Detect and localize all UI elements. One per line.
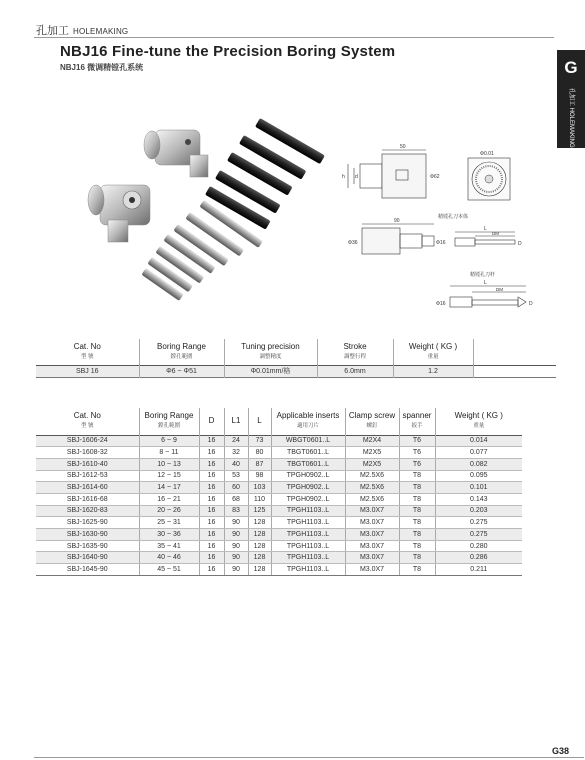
table-row: [36, 564, 522, 576]
table-header-row: [36, 339, 556, 365]
section-header: [36, 22, 128, 38]
cell-inserts: TBGT0601..L: [271, 447, 345, 459]
table-row: [36, 458, 522, 470]
table-row: [36, 540, 522, 552]
header-inserts: Applicable inserts 適用刀片: [271, 408, 345, 435]
cell-clamp-screw: M2.5X6: [345, 493, 399, 505]
header-weight: Weight ( KG ) 重量: [454, 411, 503, 430]
table-row: [36, 552, 522, 564]
bar-label: 精镗孔刀杆: [470, 272, 496, 278]
cell-clamp-screw: M3.0X7: [345, 552, 399, 564]
cell-l1: 90: [224, 529, 248, 541]
cell-spanner: T6: [399, 435, 435, 447]
cell-inserts: WBGT0601..L: [271, 435, 345, 447]
dim-D-label: D: [518, 241, 522, 247]
cell-l1: 60: [224, 482, 248, 494]
cell-l: 128: [248, 552, 271, 564]
cell-cat-no: SBJ-1625-90: [36, 517, 139, 529]
dim-h-label: h: [342, 174, 345, 180]
cell-l1: 68: [224, 493, 248, 505]
body-label: 精镗孔刀本体: [438, 214, 469, 220]
cell-spanner: T8: [399, 517, 435, 529]
boring-bars-large: [205, 118, 325, 230]
chapter-letter: G: [564, 58, 578, 77]
cell-stroke: 6.0mm: [317, 365, 393, 377]
page-subtitle: NBJ16 微调精镗孔系统: [60, 63, 144, 72]
dim-d16-label: Φ16: [436, 240, 446, 246]
cell-inserts: TPGH1103..L: [271, 517, 345, 529]
header-boring-range: Boring Range 鏜孔範圍: [139, 339, 224, 365]
table-row: [36, 493, 522, 505]
header-clamp-screw: Clamp screw 螺釘: [345, 408, 399, 435]
table-row: [36, 470, 522, 482]
cell-inserts: TPGH1103..L: [271, 552, 345, 564]
cell-weight: 0.077: [435, 447, 522, 459]
header-tuning-precision: Tuning precision 調整精度: [224, 339, 317, 365]
boring-head-top: [144, 130, 208, 177]
cell-l: 128: [248, 517, 271, 529]
cell-weight: 1.2: [393, 365, 473, 377]
header-weight: Weight ( KG ) 重量: [393, 339, 473, 365]
cell-weight: 0.101: [435, 482, 522, 494]
cell-boring-range: 16 ~ 21: [139, 493, 199, 505]
cell-spanner: T8: [399, 482, 435, 494]
cell-boring-range: 20 ~ 26: [139, 505, 199, 517]
cell-cat-no: SBJ-1610-40: [36, 458, 139, 470]
cell-l: 128: [248, 529, 271, 541]
cell-d: 16: [199, 505, 224, 517]
cell-inserts: TPGH0902..L: [271, 470, 345, 482]
dim-d16b-label: Φ16: [436, 301, 446, 307]
page-title: NBJ16 Fine-tune the Precision Boring System: [60, 43, 396, 60]
table-row: [36, 529, 522, 541]
dim-d-label: d: [355, 174, 358, 180]
cell-l1: 32: [224, 447, 248, 459]
cell-clamp-screw: M3.0X7: [345, 505, 399, 517]
cell-weight: 0.014: [435, 435, 522, 447]
cell-weight: 0.286: [435, 552, 522, 564]
chapter-tab-text: 孔加工 HOLEMAKING: [568, 88, 574, 148]
cell-spanner: T8: [399, 470, 435, 482]
page-number: G38: [552, 746, 570, 756]
cell-spanner: T6: [399, 458, 435, 470]
cell-l: 125: [248, 505, 271, 517]
cell-d: 16: [199, 470, 224, 482]
dim-d36-label: Φ36: [348, 240, 358, 246]
cell-l1: 83: [224, 505, 248, 517]
table-header-row: [36, 408, 522, 435]
header-d: D: [199, 408, 224, 435]
cell-boring-range: 30 ~ 36: [139, 529, 199, 541]
cell-l: 110: [248, 493, 271, 505]
cell-weight: 0.275: [435, 517, 522, 529]
cell-weight: 0.275: [435, 529, 522, 541]
cell-d: 16: [199, 540, 224, 552]
cell-clamp-screw: M2.5X6: [345, 482, 399, 494]
table-row: [36, 447, 522, 459]
cell-boring-range: Φ6 ~ Φ51: [139, 365, 224, 377]
dial-precision-label: Φ0.01: [480, 151, 494, 157]
cell-cat-no: SBJ-1620-83: [36, 505, 139, 517]
cell-cat-no: SBJ-1630-90: [36, 529, 139, 541]
dim-d62-label: Φ62: [430, 174, 440, 180]
cell-boring-range: 8 ~ 11: [139, 447, 199, 459]
cell-cat-no: SBJ-1614-60: [36, 482, 139, 494]
cell-l: 128: [248, 564, 271, 576]
bar-drawing-1: [455, 232, 515, 246]
cell-clamp-screw: M3.0X7: [345, 529, 399, 541]
dim-90-label: 90: [394, 218, 400, 224]
cell-l: 73: [248, 435, 271, 447]
cell-l1: 90: [224, 540, 248, 552]
cell-clamp-screw: M2X4: [345, 435, 399, 447]
cell-inserts: TPGH1103..L: [271, 529, 345, 541]
body-front-view: [362, 224, 434, 254]
cell-inserts: TPGH0902..L: [271, 493, 345, 505]
dim-L-label: L: [484, 226, 487, 232]
cell-weight: 0.143: [435, 493, 522, 505]
cell-l1: 90: [224, 517, 248, 529]
cell-spanner: T8: [399, 552, 435, 564]
header-l1: L1: [224, 408, 248, 435]
cell-cat-no: SBJ-1616-68: [36, 493, 139, 505]
cell-inserts: TPGH0902..L: [271, 482, 345, 494]
technical-drawing: [340, 144, 555, 320]
cell-inserts: TPGH1103..L: [271, 564, 345, 576]
cell-l1: 40: [224, 458, 248, 470]
cell-l: 128: [248, 540, 271, 552]
cell-boring-range: 14 ~ 17: [139, 482, 199, 494]
dial-view: [468, 158, 510, 200]
cell-cat-no: SBJ-1606-24: [36, 435, 139, 447]
boring-head-bottom: [88, 185, 150, 242]
system-spec-table: [36, 339, 556, 378]
section-title-cn: 孔加工: [36, 25, 69, 37]
cell-weight: 0.095: [435, 470, 522, 482]
cell-spanner: T8: [399, 564, 435, 576]
cell-spanner: T8: [399, 529, 435, 541]
cell-d: 16: [199, 552, 224, 564]
header-l: L: [248, 408, 271, 435]
chapter-tab: [557, 50, 585, 148]
cell-clamp-screw: M2X5: [345, 447, 399, 459]
cell-l: 98: [248, 470, 271, 482]
cell-weight: 0.082: [435, 458, 522, 470]
section-title-en: HOLEMAKING: [73, 27, 129, 36]
cell-spanner: T8: [399, 493, 435, 505]
table-row: [36, 435, 522, 447]
cell-cat-no: SBJ-1645-90: [36, 564, 139, 576]
cell-d: 16: [199, 447, 224, 459]
cell-clamp-screw: M2.5X6: [345, 470, 399, 482]
table-row: [36, 482, 522, 494]
dim-L2-label: L: [484, 280, 487, 286]
cell-weight: 0.280: [435, 540, 522, 552]
cell-cat-no: SBJ 16: [36, 365, 139, 377]
cell-boring-range: 10 ~ 13: [139, 458, 199, 470]
cell-d: 16: [199, 458, 224, 470]
cell-inserts: TBGT0601..L: [271, 458, 345, 470]
cell-inserts: TPGH1103..L: [271, 505, 345, 517]
cell-cat-no: SBJ-1640-90: [36, 552, 139, 564]
table-row: [36, 365, 556, 377]
cell-clamp-screw: M2X5: [345, 458, 399, 470]
dim-D2-label: D: [529, 301, 533, 307]
cell-clamp-screw: M3.0X7: [345, 517, 399, 529]
header-divider: [34, 37, 554, 38]
footer-divider: [34, 757, 584, 758]
bar-drawing-2: [450, 286, 526, 307]
cell-l: 87: [248, 458, 271, 470]
cell-boring-range: 25 ~ 31: [139, 517, 199, 529]
cell-d: 16: [199, 529, 224, 541]
cell-boring-range: 12 ~ 15: [139, 470, 199, 482]
header-cat-no: Cat. No 型 號: [36, 339, 139, 365]
cell-l: 80: [248, 447, 271, 459]
header-boring-range: Boring Range 鏜孔範圍: [139, 408, 199, 435]
cell-spanner: T8: [399, 540, 435, 552]
cell-clamp-screw: M3.0X7: [345, 540, 399, 552]
cell-boring-range: 35 ~ 41: [139, 540, 199, 552]
cell-l1: 24: [224, 435, 248, 447]
cell-cat-no: SBJ-1612-53: [36, 470, 139, 482]
cell-boring-range: 40 ~ 46: [139, 552, 199, 564]
dim-50-label: 50: [400, 144, 406, 150]
header-stroke: Stroke 調整行程: [317, 339, 393, 365]
cell-l1: 90: [224, 564, 248, 576]
cell-boring-range: 45 ~ 51: [139, 564, 199, 576]
table-row: [36, 517, 522, 529]
dim-DM-label: DM: [492, 231, 499, 236]
dim-DM2-label: DM: [496, 287, 503, 292]
cell-d: 16: [199, 482, 224, 494]
cell-cat-no: SBJ-1608-32: [36, 447, 139, 459]
header-spanner: spanner 扳手: [399, 408, 435, 435]
cell-inserts: TPGH1103..L: [271, 540, 345, 552]
cell-l1: 90: [224, 552, 248, 564]
cell-l: 103: [248, 482, 271, 494]
cell-d: 16: [199, 517, 224, 529]
cell-weight: 0.211: [435, 564, 522, 576]
cell-tuning-precision: Φ0.01mm/格: [224, 365, 317, 377]
cell-l1: 53: [224, 470, 248, 482]
cell-d: 16: [199, 435, 224, 447]
boring-bar-table: [36, 408, 522, 576]
header-cat-no: Cat. No 型 號: [36, 408, 139, 435]
cell-clamp-screw: M3.0X7: [345, 564, 399, 576]
cell-d: 16: [199, 564, 224, 576]
cell-spanner: T6: [399, 447, 435, 459]
cell-boring-range: 6 ~ 9: [139, 435, 199, 447]
product-photo: [70, 100, 345, 310]
head-side-view: [348, 150, 426, 198]
cell-d: 16: [199, 493, 224, 505]
cell-cat-no: SBJ-1635-90: [36, 540, 139, 552]
table-row: [36, 505, 522, 517]
cell-weight: 0.203: [435, 505, 522, 517]
cell-spanner: T8: [399, 505, 435, 517]
